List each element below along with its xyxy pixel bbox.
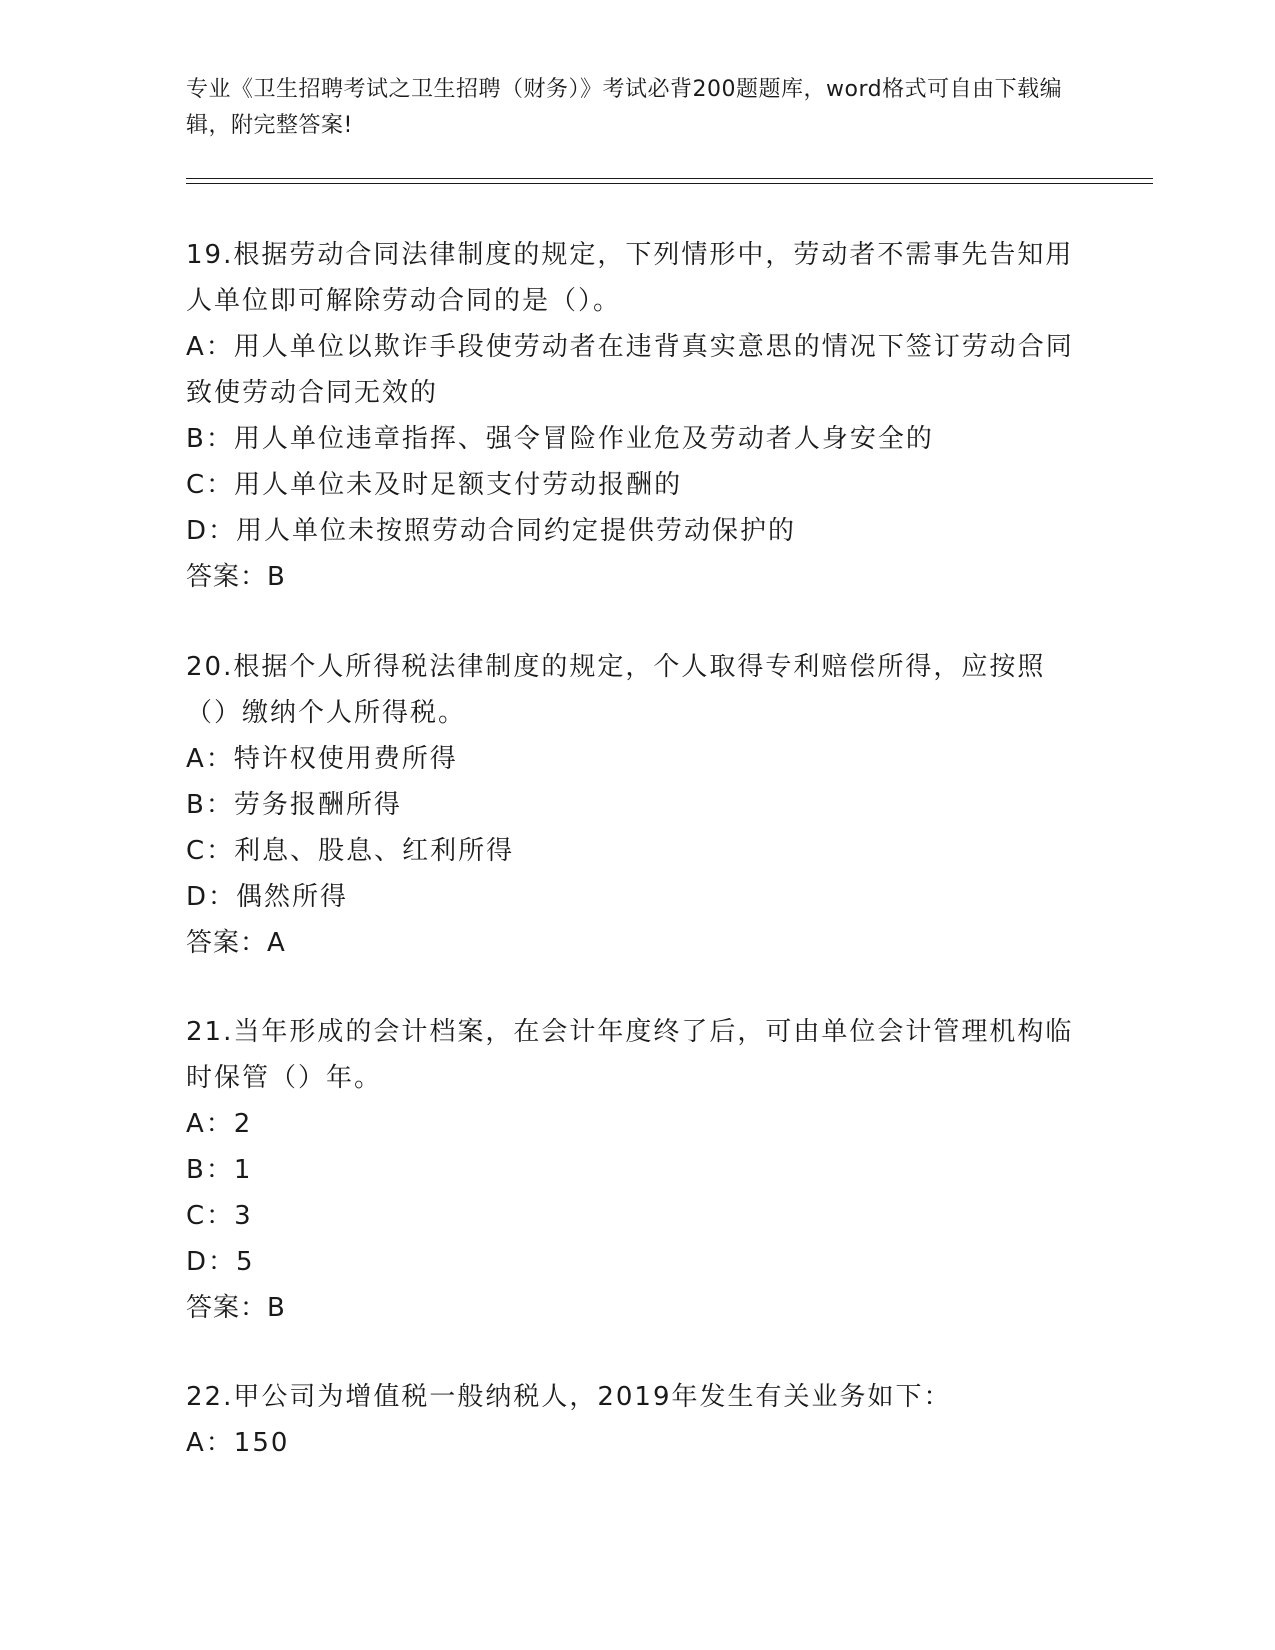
question-stem: 22.甲公司为增值税一般纳税人，2019年发生有关业务如下：: [186, 1382, 952, 1412]
option-a: A：用人单位以欺诈手段使劳动者在违背真实意思的情况下签订劳动合同致使劳动合同无效的: [186, 332, 1074, 408]
question-21: [186, 1009, 1086, 1331]
answer: 答案：A: [186, 928, 286, 958]
option-b: B：1: [186, 1155, 253, 1185]
question-20: [186, 644, 1086, 966]
question-stem: 21.当年形成的会计档案，在会计年度终了后，可由单位会计管理机构临时保管（）年。: [186, 1017, 1074, 1093]
option-a: A：特许权使用费所得: [186, 744, 458, 774]
document-header: [186, 72, 1086, 144]
option-a: A：2: [186, 1109, 253, 1139]
option-c: C：3: [186, 1201, 253, 1231]
answer: 答案：B: [186, 1293, 286, 1323]
question-stem: 19.根据劳动合同法律制度的规定，下列情形中，劳动者不需事先告知用人单位即可解除劳动合同的是（）。: [186, 240, 1074, 316]
question-19: [186, 232, 1086, 600]
option-d: D：5: [186, 1247, 255, 1277]
option-c: C：利息、股息、红利所得: [186, 836, 515, 866]
question-22: [186, 1374, 1086, 1466]
option-b: B：用人单位违章指挥、强令冒险作业危及劳动者人身安全的: [186, 424, 934, 454]
header-title: 专业《卫生招聘考试之卫生招聘（财务）》考试必背200题题库，word格式可自由下载编辑，附完整答案!: [186, 77, 1063, 138]
question-stem: 20.根据个人所得税法律制度的规定，个人取得专利赔偿所得，应按照（）缴纳个人所得税。: [186, 652, 1046, 728]
option-a: A：150: [186, 1428, 290, 1458]
option-d: D：偶然所得: [186, 882, 349, 912]
option-d: D：用人单位未按照劳动合同约定提供劳动保护的: [186, 516, 797, 546]
answer: 答案：B: [186, 562, 286, 592]
option-c: C：用人单位未及时足额支付劳动报酬的: [186, 470, 683, 500]
header-divider-bottom: [186, 183, 1153, 184]
header-divider-top: [186, 178, 1153, 179]
option-b: B：劳务报酬所得: [186, 790, 402, 820]
